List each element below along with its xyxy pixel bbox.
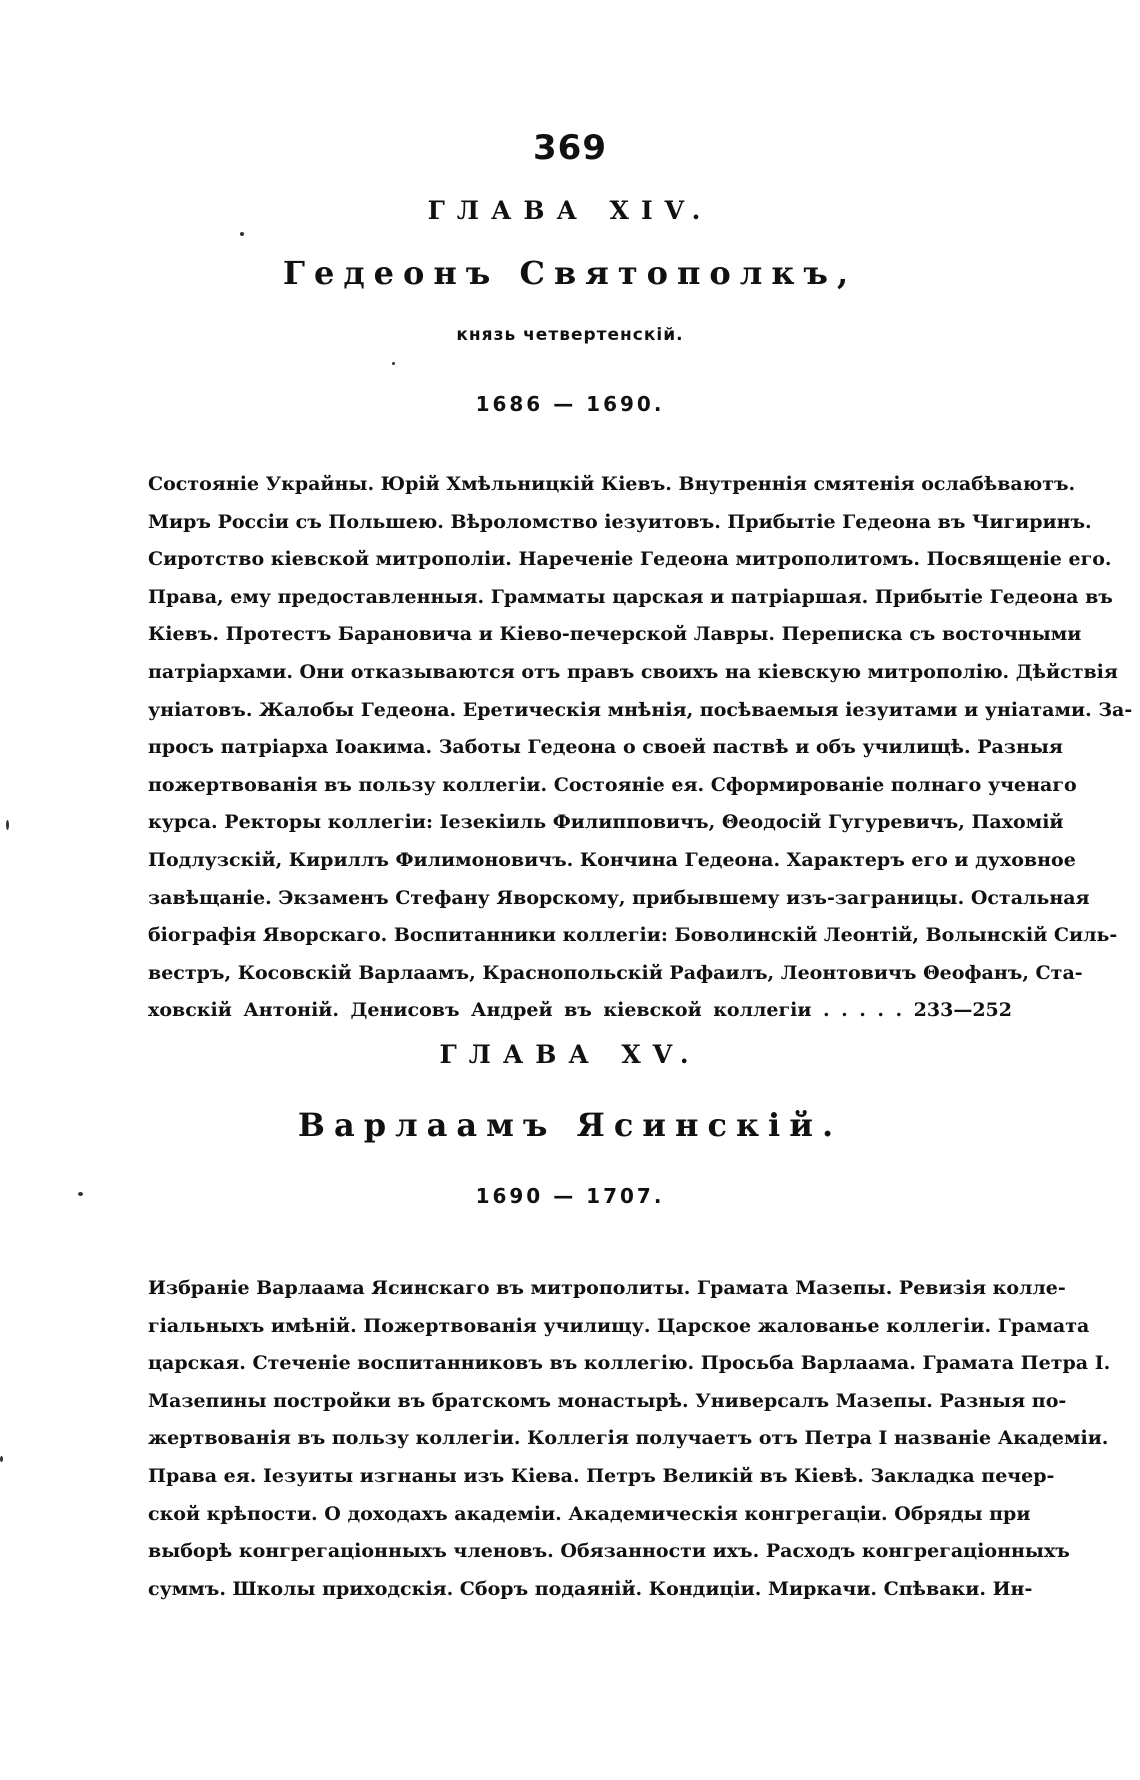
page-number: 369 [533,128,607,168]
summary-line: біографія Яворскаго. Воспитанники коллегіи: Боволинскій Леонтій, Волынскій Силь- [148,924,1118,947]
chapter-xiv-summary [148,466,1133,1030]
chapter-xv-person-name: Варлаамъ Ясинскій. [297,1106,843,1144]
summary-line: суммъ. Школы приходскія. Сборъ подаяній. Кондиціи. Миркачи. Спѣваки. Ин- [148,1577,1033,1600]
summary-line: патріархами. Они отказываются отъ правъ своихъ на кіевскую митрополію. Дѣйствія [148,660,1118,683]
chapter-xv-label: ГЛАВА XV. [439,1040,701,1069]
scan-speck [240,232,244,236]
summary-line: уніатовъ. Жалобы Гедеона. Еретическія мнѣнія, посѣваемыя іезуитами и уніатами. За- [148,698,1133,721]
chapter-xv-summary [148,1270,1111,1608]
summary-line: просъ патріарха Іоакима. Заботы Гедеона о своей паствѣ и объ училищѣ. Разныя [148,736,1063,759]
summary-line: жертвованія въ пользу коллегіи. Коллегія получаетъ отъ Петра I названіе Академіи. [148,1427,1109,1450]
summary-line: Подлузскій, Кириллъ Филимоновичъ. Кончина Гедеона. Характеръ его и духовное [148,848,1076,871]
summary-line: вестръ, Косовскій Варлаамъ, Краснопольскій Рафаилъ, Леонтовичъ Θеофанъ, Ста- [148,961,1083,984]
summary-line: Сиротство кіевской митрополіи. Нареченіе Гедеона митрополитомъ. Посвященіе его. [148,548,1112,571]
summary-line: ской крѣпости. О доходахъ академіи. Академическія конгрегаціи. Обряды при [148,1502,1031,1525]
summary-line: Избраніе Варлаама Ясинскаго въ митрополиты. Грамата Мазепы. Ревизія колле- [148,1277,1066,1299]
chapter-xiv-person-name: Гедеонъ Святополкъ, [282,254,858,292]
summary-line: Кіевъ. Протестъ Барановича и Кіево-печерской Лавры. Переписка съ восточными [148,623,1082,646]
summary-line: Состояніе Украйны. Юрій Хмѣльницкій Кіевъ. Внутреннія смятенія ослабѣваютъ. [148,473,1076,495]
chapter-xiv-subtitle: князь четвертенскій. [456,325,684,345]
summary-line: Права, ему предоставленныя. Грамматы царская и патріаршая. Прибытіе Гедеона въ [148,585,1113,608]
scan-speck [392,362,395,365]
summary-line: выборѣ конгрегаціонныхъ членовъ. Обязанности ихъ. Расходъ конгрегаціонныхъ [148,1540,1070,1563]
summary-line: курса. Ректоры коллегіи: Іезекіиль Филипповичъ, Θеодосій Гугуревичъ, Пахомій [148,811,1064,834]
summary-line: гіальныхъ имѣній. Пожертвованія училищу. Царское жалованье коллегіи. Грамата [148,1314,1090,1337]
summary-line: пожертвованія въ пользу коллегіи. Состояніе ея. Сформированіе полнаго ученаго [148,773,1077,796]
chapter-xv-years: 1690 — 1707. [475,1184,665,1208]
scan-speck [78,1192,83,1196]
summary-line: Права ея. Іезуиты изгнаны изъ Кіева. Петръ Великій въ Кіевѣ. Закладка печер- [148,1464,1055,1487]
summary-line: Мазепины постройки въ братскомъ монастырѣ. Универсалъ Мазепы. Разныя по- [148,1389,1067,1412]
chapter-xiv-label: ГЛАВА XIV. [427,196,713,225]
summary-line: ховскій Антоній. Денисовъ Андрей въ кіевской коллегіи . . . . . 233—252 [148,999,1012,1022]
summary-line: завѣщаніе. Экзаменъ Стефану Яворскому, прибывшему изъ-заграницы. Остальная [148,886,1090,909]
chapter-xiv-years: 1686 — 1690. [475,392,665,416]
scan-speck [6,820,9,830]
summary-line: Миръ Россіи съ Польшею. Вѣроломство іезуитовъ. Прибытіе Гедеона въ Чигиринъ. [148,510,1092,533]
scan-speck [0,1456,3,1462]
summary-line: царская. Стеченіе воспитанниковъ въ коллегію. Просьба Варлаама. Грамата Петра I. [148,1352,1111,1375]
